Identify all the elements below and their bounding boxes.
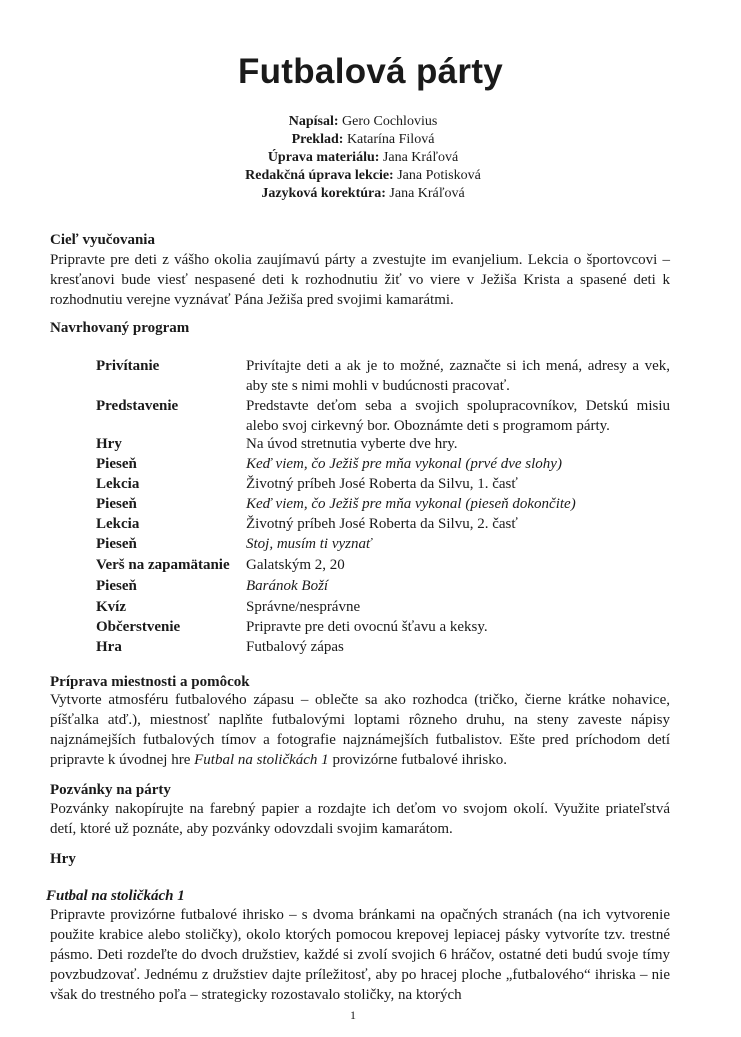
credits-block [0, 113, 726, 203]
games-sub-heading: Futbal na stoličkách 1 [46, 888, 185, 904]
goal-text: Pripravte pre deti z vášho okolia zaujímavú párty a zvestujte im evanjelium. Lekcia o športovcovi – kresťanovi bude viesť nespasené deti k rozhodnutiu žiť vo viere v Ježiša Krista a spasené deti k rozhodnutiu verejne vyznávať Pána Ježiša pred svojimi kamarátmi. [50, 252, 670, 308]
credit-line: Jazyková korektúra: Jana Kráľová [261, 186, 465, 201]
goal-heading: Cieľ vyučovania [50, 232, 155, 248]
games-heading: Hry [50, 851, 76, 867]
page-number: 1 [350, 1008, 356, 1022]
invites-text: Pozvánky nakopírujte na farebný papier a rozdajte ich deťom vo svojom okolí. Využite priateľstvá detí, ktoré už poznáte, aby pozvánky odovzdali svojim kamarátom. [50, 801, 670, 837]
invites-heading: Pozvánky na párty [50, 782, 171, 798]
page-title: Futbalová párty [237, 52, 504, 91]
program-heading: Navrhovaný program [50, 320, 190, 336]
credit-line: Úprava materiálu: Jana Kráľová [267, 150, 459, 165]
prep-text: Vytvorte atmosféru futbalového zápasu – oblečte sa ako rozhodca (tričko, čierne krátke nohavice, píšťalka atď.), miestnosť naplňte futbalovými loptami rôzneho druhu, na steny zaveste nápisy najznámejších futbalových tímov a fotografie najznámejších futbalistov. Ešte pred príchodom detí pripravte k úvodnej hre Futbal na stoličkách 1 provizórne futbalové ihrisko. [50, 692, 670, 768]
credit-line: Redakčná úprava lekcie: Jana Potisková [245, 168, 481, 183]
prep-heading: Príprava miestnosti a pomôcok [50, 674, 250, 690]
credit-line: Napísal: Gero Cochlovius [288, 114, 438, 129]
credit-line: Preklad: Katarína Filová [291, 132, 435, 147]
document-page: Futbalová párty Napísal: Gero Cochlovius Preklad: Katarína Filová Úprava materiálu: Jana Kráľová Redakčná úprava lekcie: Jana Potisková Jazyková korektúra: Jana Kráľová Cieľ vyučovania Pripravte pre deti z vášho okolia zaujímavú párty a zvestujte im evanjelium. Lekcia o športovcovi – kresťanovi bude viesť nespasené deti k rozhodnutiu žiť vo viere v Ježiša Krista a spasené deti k rozhodnutiu verejne vyznávať Pána Ježiša pred svojimi kamarátmi. Navrhovaný program Privítanie Privítajte deti a ak je to možné, zaznačte si ich mená, adresy a vek, aby ste s nimi mohli v budúcnosti pracovať. Predstavenie Predstavte deťom seba a svojich spolupracovníkov, Detskú misiu alebo svoj cirkevný bor. Oboznámte deti s programom párty. Hry Na úvod stretnutia vyberte dve hry. Pieseň Keď viem, čo Ježiš pre mňa vykonal (prvé dve slohy) Lekcia Životný príbeh José Roberta da Silvu, 1. časť Pieseň Keď viem, čo Ježiš pre mňa vykonal (pieseň dokončite) Lekcia Životný príbeh José Roberta da Silvu, 2. časť Pieseň Stoj, musím ti vyznať Verš na zapamätanie Galatským 2, 20 Pieseň Baránok Boží Kvíz Správne/nesprávne Občerstvenie Pripravte pre deti ovocnú šťavu a keksy. Hra Futbalový zápas Príprava miestnosti a pomôcok Vytvorte atmosféru futbalového zápasu – oblečte sa ako rozhodca (tričko, čierne krátke nohavice, píšťalka atď.), miestnosť naplňte futbalovými loptami rôzneho druhu, na steny zaveste nápisy najznámejších futbalových tímov a fotografie najznámejších futbalistov. Ešte pred príchodom detí pripravte k úvodnej hre Futbal na stoličkách 1 provizórne futbalové ihrisko. Pozvánky na párty Pozvánky nakopírujte na farebný papier a rozdajte ich deťom vo svojom okolí. Využite priateľstvá detí, ktoré už poznáte, aby pozvánky odovzdali svojim kamarátom. Hry Futbal na stoličkách 1 Pripravte provizórne futbalové ihrisko – s dvoma bránkami na opačných stranách (na ich vytvorenie použite krabice alebo stoličky), okolo ktorých pomocou krepovej lepiacej pásky vytvoríte tzv. trestné pásmo. Deti rozdeľte do dvoch družstiev, každé si zvolí svojich 6 hráčov, ostatné deti budú svoje tímy povzbudzovať. Jednému z družstiev dajte príležitosť, aby po hracej ploche „futbalového“ ihriska – nie však do trestného poľa – strategicky rozostavalo stoličky, na ktorých 1 [0, 0, 741, 1037]
games-text: Pripravte provizórne futbalové ihrisko – s dvoma bránkami na opačných stranách (na ich vytvorenie použite krabice alebo stoličky), okolo ktorých pomocou krepovej lepiacej pásky vytvoríte tzv. trestné pásmo. Deti rozdeľte do dvoch družstiev, každé si zvolí svojich 6 hráčov, ostatné deti budú svoje tímy povzbudzovať. Jednému z družstiev dajte príležitosť, aby po hracej ploche „futbalového“ ihriska – nie však do trestného poľa – strategicky rozostavalo stoličky, na ktorých [50, 907, 670, 1003]
